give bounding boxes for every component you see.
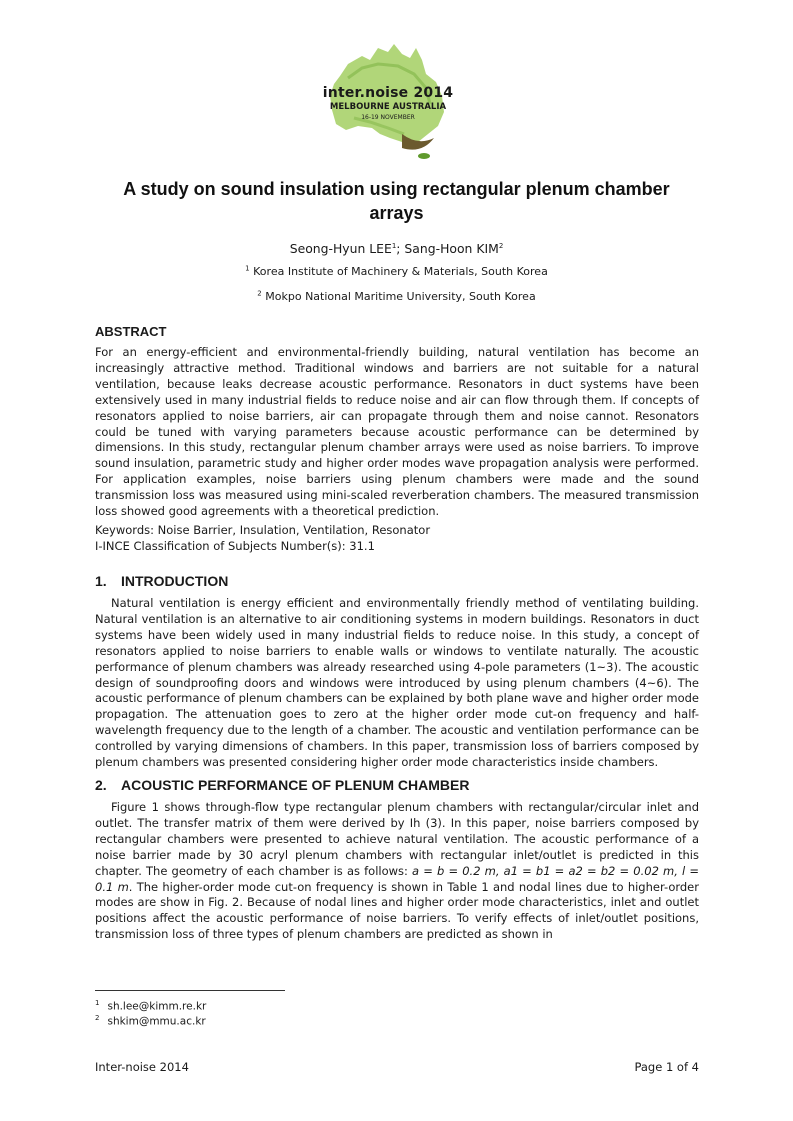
affiliation — [96, 265, 697, 279]
abstract-text: For an energy-efficient and environmental-friendly building, natural ventilation has become an increasingly attractive method. Traditional windows and barriers are not suitable for a natural ventilation, because leaks decrease acoustic performance. Resonators in duct systems have been extensively used in many industrial fields to reduce noise and air can flow through them. If concepts of resonators applied to noise barriers, air can propagate through them and noise cannot. Resonators could be tuned with varying parameters because acoustic performance can be determined by dimensions. In this study, rectangular plenum chamber arrays were used as noise barriers. To improve sound insulation, parametric study and higher order modes wave propagation analysis were performed. For application examples, noise barriers using plenum chambers were made and the sound transmission loss was measured using mini-scaled reverberation chambers. The measured transmission loss showed good agreements with a theoretical prediction. — [95, 345, 699, 519]
section-heading — [95, 573, 228, 589]
author-affiliation-mark: 1 — [391, 241, 397, 250]
section-title: ACOUSTIC PERFORMANCE OF PLENUM CHAMBER — [121, 777, 470, 793]
author-name: Seong-Hyun LEE — [289, 241, 392, 256]
logo-title: inter.noise 2014 — [322, 85, 454, 101]
footnote-number: 1 — [95, 999, 100, 1007]
footer-page-number: Page 1 of 4 — [634, 1060, 699, 1074]
author-list — [96, 241, 697, 257]
section-title: INTRODUCTION — [121, 573, 229, 589]
affiliation-text: Korea Institute of Machinery & Materials, South Korea — [253, 265, 548, 278]
section-text-part: . The higher-order mode cut-on frequency is shown in Table 1 and nodal lines due to higher-order modes are show in Fig. 2. Because of nodal lines and higher order mode characteristics, inlet and outlet positions affect the acoustic performance of noise barriers. To verify effects of inlet/outlet positions, transmission loss of three types of plenum chambers are predicted as shown in — [95, 879, 699, 942]
section-heading — [95, 777, 469, 793]
classification: I-INCE Classification of Subjects Number(s): 31.1 — [95, 539, 375, 553]
author-name: Sang-Hoon KIM — [404, 241, 499, 256]
section-text: Natural ventilation is energy efficient and environmentally friendly method of ventilating building. Natural ventilation is an alternative to air conditioning systems in modern buildings. Resonators in duct systems have been widely used in many industrial fields to reduce noise. In this study, a concept of resonators applied to noise barriers to enable walls or windows to ventilate naturally. The acoustic performance of plenum chambers was already researched using 4-pole parameters (1~3). The acoustic design of soundproofing doors and windows were introduced by using plenum chambers (4~6). The acoustic performance of plenum chambers can be explained by both plane wave and higher order mode propagation. The attenuation goes to zero at the higher order mode cut-on frequency and half-wavelength frequency due to the length of a chamber. The acoustic and ventilation performance can be controlled by varying dimensions of chambers. In this paper, transmission loss of barriers composed by plenum chambers was presented considering higher order mode characteristics inside chambers. — [95, 596, 699, 770]
footnote-divider — [95, 990, 285, 991]
logo-dates: 16-19 NOVEMBER — [361, 114, 415, 121]
footnote-email: sh.lee@kimm.re.kr — [107, 1000, 207, 1013]
author-affiliation-mark: 2 — [498, 241, 504, 250]
footer-conference: Inter-noise 2014 — [95, 1060, 189, 1074]
section-number: 2. — [95, 777, 107, 793]
affiliation-mark: 2 — [257, 289, 262, 298]
affiliation — [96, 290, 697, 304]
affiliation-text: Mokpo National Maritime University, South Korea — [265, 290, 536, 303]
section-number: 1. — [95, 573, 107, 589]
keywords: Keywords: Noise Barrier, Insulation, Ventilation, Resonator — [95, 523, 431, 537]
footnote-number: 2 — [95, 1014, 100, 1022]
footnote-email: shkim@mmu.ac.kr — [107, 1015, 206, 1028]
affiliation-mark: 1 — [245, 264, 250, 273]
abstract-heading: ABSTRACT — [95, 324, 167, 339]
author-separator: ; — [396, 241, 405, 256]
paper-title: A study on sound insulation using rectangular plenum chamber arrays — [123, 179, 670, 223]
footnote — [95, 1011, 206, 1029]
conference-logo — [318, 38, 458, 168]
geometry-formula: a = b = 0.2 m, a1 = b1 = a2 = b2 = 0.02 m, l = 0.1 m — [95, 863, 699, 894]
section-text-part: Figure 1 shows through-flow type rectangular plenum chambers with rectangular/circular inlet and outlet. The transfer matrix of them were derived by Ih (3). In this paper, noise barriers composed by rectangular chambers were presented to achieve natural ventilation. The acoustic performance of a noise barrier made by 30 acryl plenum chambers with rectangular inlet/outlet is predicted in this chapter. The geometry of each chamber is as follows: — [95, 800, 699, 878]
section-text — [95, 800, 699, 943]
logo-location: MELBOURNE AUSTRALIA — [329, 102, 447, 112]
